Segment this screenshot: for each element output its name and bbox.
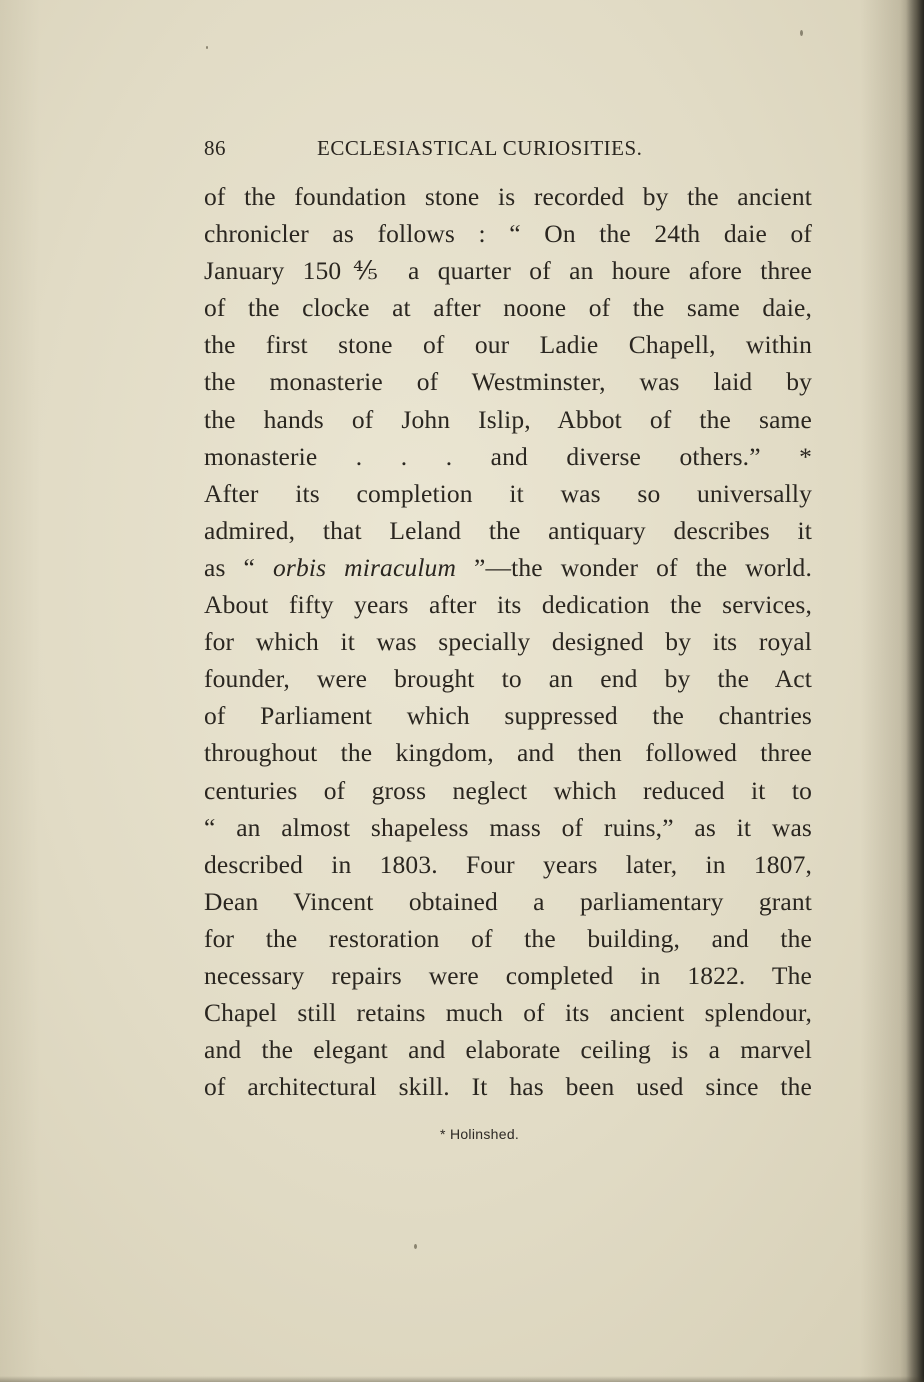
text-line: After its completion it was so universally — [204, 478, 812, 508]
footnote: * Holinshed. — [440, 1126, 520, 1142]
page-bottom-edge — [0, 1376, 924, 1382]
text-line: founder, were brought to an end by the Act — [204, 664, 812, 694]
text-line: for which it was specially designed by its royal — [204, 627, 812, 657]
text-line: the first stone of our Ladie Chapell, within — [204, 330, 812, 360]
page-number: 86 — [204, 136, 226, 160]
text-line: of the clocke at after noone of the same daie, — [204, 293, 812, 323]
running-head — [204, 134, 694, 162]
text-line: About fifty years after its dedication the services, — [204, 590, 812, 620]
running-title: ECCLESIASTICAL CURIOSITIES. — [317, 136, 643, 160]
text-line: for the restoration of the building, and the — [204, 923, 812, 953]
latin-phrase: orbis miraculum — [273, 552, 457, 582]
text-line: January 150⅘ a quarter of an houre afore three — [204, 256, 812, 286]
page-edge-shadow — [906, 0, 924, 1382]
text-line: monasterie . . . and diverse others.” * — [204, 441, 812, 471]
text-line: the hands of John Islip, Abbot of the same — [204, 404, 812, 434]
text-line: of Parliament which suppressed the chantries — [204, 701, 812, 731]
text-line: and the elegant and elaborate ceiling is a marvel — [204, 1035, 812, 1065]
paper-speck — [206, 46, 208, 49]
text-line-italic-phrase: as “ orbis miraculum ”—the wonder of the world. — [204, 552, 812, 582]
text-line: Dean Vincent obtained a parliamentary grant — [204, 886, 812, 916]
paper-speck — [800, 30, 803, 36]
text-line: of architectural skill. It has been used since the — [204, 1072, 812, 1102]
text-line: throughout the kingdom, and then followed three — [204, 738, 812, 768]
text-line: “ an almost shapeless mass of ruins,” as it was — [204, 812, 812, 842]
text-line: chronicler as follows : “ On the 24th daie of — [204, 219, 812, 249]
text-line: the monasterie of Westminster, was laid by — [204, 367, 812, 397]
paper-speck — [414, 1244, 417, 1249]
body-text — [204, 178, 812, 1105]
text-line: admired, that Leland the antiquary describes it — [204, 515, 812, 545]
text-line: necessary repairs were completed in 1822. The — [204, 960, 812, 990]
text-line: centuries of gross neglect which reduced it to — [204, 775, 812, 805]
text-line: of the foundation stone is recorded by the ancient — [204, 182, 812, 211]
text-line: Chapel still retains much of its ancient splendour, — [204, 998, 812, 1028]
text-line: described in 1803. Four years later, in 1807, — [204, 849, 812, 879]
